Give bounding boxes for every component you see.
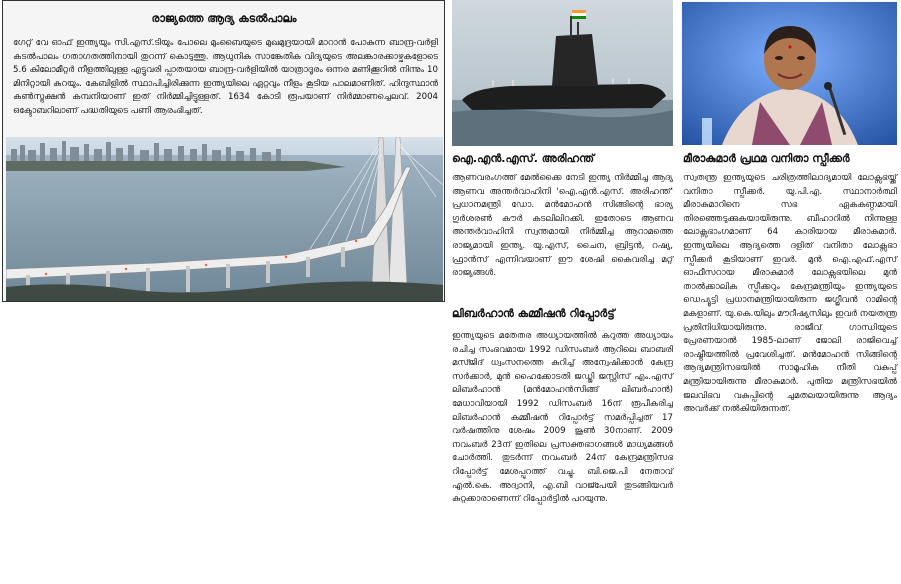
article-title: ഐ.എൻ.എസ്. അരിഹന്ത് bbox=[452, 152, 595, 165]
article-title: രാജ്യത്തെ ആദ്യ കടൽപാലം bbox=[151, 12, 297, 25]
article-bandra-worli-sea-link bbox=[2, 0, 445, 302]
article-body: ഗേറ്റ് വേ ഓഫ് ഇന്ത്യയും സി.എസ്.ടിയും പോലെ മുംബൈയുടെ മുഖമുദ്രയായി മാറാൻ പോകുന്ന ബാന്ദ്ര-വർളി കടൽപാലം ഗതാഗതത്തിനായി തുറന്ന് കൊടുത്തു. ആധുനിക സാങ്കേതിക വിദ്യയുടെ അലങ്കാരക്കാഴ്ചകളോടെ 5.6 കിലോമീറ്റർ നീളത്തിലുള്ള എട്ടുവരി പ്പാതയായ ബാന്ദ്ര-വർളിയിൽ യാത്രാദൂരം ഒന്നര മണിക്കൂറിൽ നിന്നും 10 മിനിറ്റായി കുറയും. കേബിളിൽ സ്ഥാപിച്ചിരിക്കുന്ന ഇന്ത്യയിലെ ഏറ്റവും നീളം കൂടിയ പാലമാണിത്. ഹിന്ദുസ്ഥാൻ കൺസ്ട്രക്ഷൻ കമ്പനിയാണ് ഇത് നിർമ്മിച്ചിട്ടുള്ളത്. 1634 കോടി രൂപയാണ് നിർമ്മാണച്ചെലവ്. 2004 ഒക്ടോബറിലാണ് പദ്ധതിയുടെ പണി ആരംഭിച്ചത്. bbox=[13, 38, 438, 116]
article-body: സ്വതന്ത്ര ഇന്ത്യയുടെ ചരിത്രത്തിലാദ്യമായി ലോക്സഭയ്ക്ക് വനിതാ സ്പീക്കർ. യു.പി.എ. സ്ഥാനാർത്ഥി മീരാകുമാറിനെ സഭ ഏകകണ്ഠമായി തിരഞ്ഞെടുക്കുകയായിരുന്നു. ബീഹാറിൽ നിന്നുള്ള ലോക്സഭാംഗമാണ് 64 കാരിയായ മീരാകുമാർ. ഇന്ത്യയിലെ ആദ്യത്തെ ദളിത് വനിതാ ലോക്സഭാ സ്പീക്കർ കൂടിയാണ് ഇവർ. മുൻ ഐ.എഫ്.എസ് ഓഫീസറായ മീരാകുമാർ ലോക്സഭയിലെ മുൻ താൽക്കാലിക സ്പീക്കറും കേന്ദ്രമന്ത്രിയും ഇന്ത്യയുടെ ഡെപ്യൂട്ടി പ്രധാനമന്ത്രിയായിരുന്ന ജഗ്ജീവൻ റാമിന്റെ മകളാണ്. യു.കെ.യിലും മൗറീഷ്യസിലും ഇവർ നയതന്ത്ര പ്രതിനിധിയായിരുന്നു. രാജീവ് ഗാന്ധിയുടെ പ്രേരണയാൽ 1985-ലാണ് ജോലി രാജിവെച്ച് രാഷ്ട്രീയത്തിൽ പ്രവേശിച്ചത്. മൻമോഹൻ സിങ്ങിന്റെ ആദ്യമന്ത്രിസഭയിൽ സാമൂഹിക നീതി വകുപ്പ് മന്ത്രിയായിരുന്നു മീരാകുമാർ. പുതിയ മന്ത്രിസഭയിൽ ജലവിഭവ വകുപ്പിന്റെ ചുമതലയായിരുന്നു ആദ്യം അവർക്ക് നൽകിയിരുന്നത്. bbox=[683, 173, 897, 415]
submarine-photo bbox=[452, 0, 673, 146]
article-title: ലിബർഹാൻ കമ്മീഷൻ റിപ്പോർട്ട് bbox=[452, 307, 615, 320]
meira-kumar-photo bbox=[682, 2, 897, 145]
sea-link-photo bbox=[6, 137, 443, 301]
article-body: ആണവരംഗത്ത് മേൽക്കൈ നേടി ഇന്ത്യ നിർമ്മിച്ച ആദ്യ ആണവ അന്തർവാഹിനി 'ഐ.എൻ.എസ്. അരിഹന്ത്' പ്രധാനമന്ത്രി ഡോ. മൻമോഹൻ സിങ്ങിന്റെ ഭാര്യ ഗുർശരൺ കൗർ കടലിലിറക്കി. ഇതോടെ ആണവ അന്തർവാഹിനി സ്വന്തമായി നിർമ്മിച്ച ആറാമത്തെ രാജ്യമായി ഇന്ത്യ. യു.എസ്, ചൈന, ബ്രിട്ടൻ, റഷ്യ, ഫ്രാൻസ് എന്നിവയാണ് ഈ ശേഷി കൈവരിച്ച മറ്റ് രാജ്യങ്ങൾ. bbox=[452, 173, 673, 279]
article-title: മീരാകുമാർ പ്രഥമ വനിതാ സ്പീക്കർ bbox=[683, 152, 850, 165]
article-body: ഇന്ത്യയുടെ മതേതര അധ്യായത്തിൽ കറുത്ത അധ്യായം രചിച്ച സംഭവമായ 1992 ഡിസംബർ ആറിലെ ബാബരി മസ്ജിദ് ധ്വംസനത്തെ കുറിച്ച് അന്വേഷിക്കാൻ കേന്ദ്ര സർക്കാർ, മുൻ ഹൈക്കോടതി ജഡ്ജി ജസ്റ്റിസ് എം.എസ് ലിബർഹാൻ (മൻമോഹൻസിങ്ങ് ലിബർഹാൻ) മേധാവിയായി 1992 ഡിസംബർ 16ന് രൂപീകരിച്ച ലിബർഹാൻ കമ്മീഷൻ റിപ്പോർട്ട് സമർപ്പിച്ചത് 17 വർഷത്തിനു ശേഷം 2009 ജൂൺ 30നാണ്. 2009 നവംബർ 23ന് ഇതിലെ പ്രസക്തഭാഗങ്ങൾ മാധ്യമങ്ങൾ ചോർത്തി. തുടർന്ന് നവംബർ 24ന് കേന്ദ്രമന്ത്രിസഭ റിപ്പോർട്ട് മേശപ്പുറത്ത് വച്ചു. ബി.ജെ.പി നേതാവ് എൽ.കെ. അദ്വാനി, എ.ബി വാജ്പേയി തുടങ്ങിയവർ കുറ്റക്കാരാണെന്ന് റിപ്പോർട്ടിൽ പറയുന്നു. bbox=[452, 331, 673, 505]
